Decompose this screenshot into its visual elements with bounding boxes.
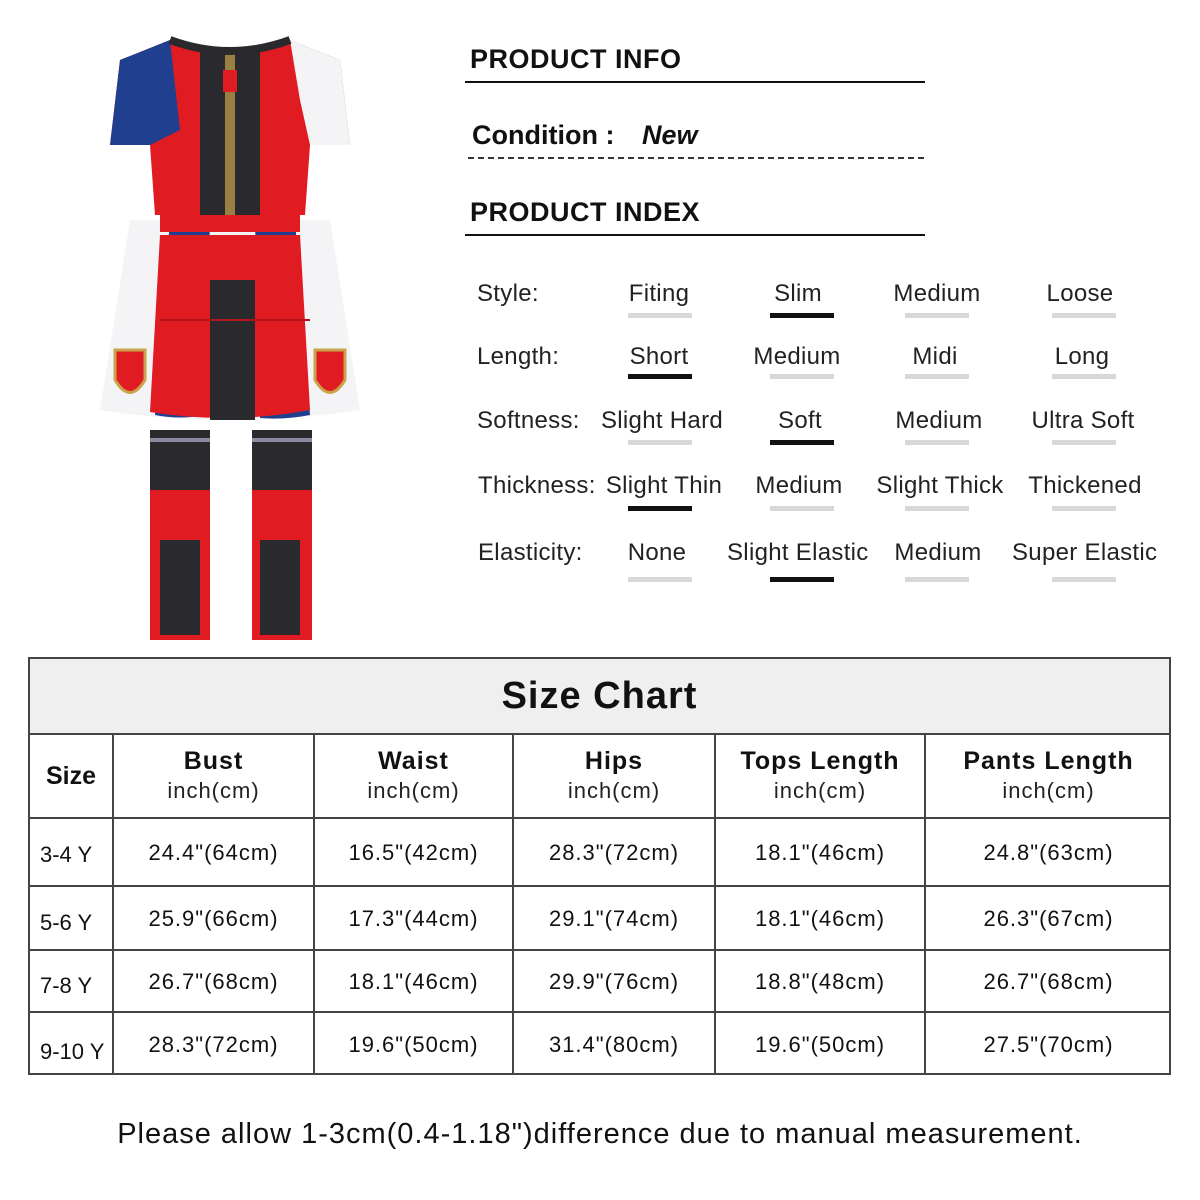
- index-marker: [1052, 313, 1116, 318]
- size-cell: 9-10 Y: [40, 1039, 105, 1064]
- column-header-name: Tops Length: [740, 747, 900, 775]
- product-image: [60, 20, 400, 660]
- table-cell: 28.3"(72cm): [148, 1032, 279, 1057]
- index-option: Soft: [778, 407, 822, 434]
- column-header-unit: inch(cm): [1002, 778, 1095, 803]
- column-header-pants-length: [926, 735, 1171, 817]
- index-marker: [770, 374, 834, 379]
- table-cell: 24.4"(64cm): [148, 840, 279, 865]
- product-index-title: PRODUCT INDEX: [470, 197, 701, 227]
- index-option: Slight Elastic: [727, 539, 869, 566]
- index-label-elasticity: Elasticity:: [478, 539, 583, 566]
- condition-label: Condition :: [472, 120, 615, 150]
- table-cell: 27.5"(70cm): [983, 1032, 1114, 1057]
- index-marker: [1052, 440, 1116, 445]
- size-chart-title: Size Chart: [30, 659, 1169, 735]
- index-option: Medium: [753, 343, 841, 370]
- column-header-name: Pants Length: [963, 747, 1134, 775]
- index-option: Slim: [774, 280, 822, 307]
- index-option: Super Elastic: [1012, 539, 1158, 566]
- table-cell: 18.1"(46cm): [754, 906, 886, 931]
- measurement-note: Please allow 1-3cm(0.4-1.18")difference due to manual measurement.: [117, 1118, 1083, 1150]
- index-option: Medium: [894, 539, 982, 566]
- index-marker: [770, 440, 834, 445]
- size-chart-table: [28, 657, 1171, 1075]
- index-label-thickness: Thickness:: [478, 472, 596, 499]
- index-marker: [1052, 577, 1116, 582]
- row-divider: [30, 1011, 1169, 1013]
- size-cell: 3-4 Y: [40, 842, 93, 867]
- leggings: [150, 430, 312, 640]
- index-marker: [905, 440, 969, 445]
- column-header-unit: inch(cm): [567, 778, 661, 803]
- index-marker: [905, 577, 969, 582]
- index-option: Slight Thick: [876, 472, 1004, 499]
- index-label-softness: Softness:: [477, 407, 580, 434]
- index-marker: [905, 313, 969, 318]
- table-cell: 24.8"(63cm): [983, 840, 1114, 865]
- index-marker: [628, 440, 692, 445]
- table-cell: 16.5"(42cm): [348, 840, 479, 865]
- index-marker: [1052, 506, 1116, 511]
- index-marker: [628, 506, 692, 511]
- table-cell: 19.6"(50cm): [754, 1032, 886, 1057]
- index-label-length: Length:: [477, 343, 560, 370]
- table-cell: 26.7"(68cm): [148, 969, 279, 994]
- index-option: Medium: [893, 280, 981, 307]
- product-info-rule: [465, 81, 925, 83]
- table-cell: 26.7"(68cm): [983, 969, 1114, 994]
- column-header-name: Bust: [183, 747, 244, 775]
- index-option: Medium: [755, 472, 843, 499]
- product-index-rule: [465, 234, 925, 236]
- condition-divider: [468, 157, 924, 159]
- table-cell: 19.6"(50cm): [348, 1032, 479, 1057]
- column-header-name: Waist: [378, 747, 449, 775]
- index-option: Slight Hard: [600, 407, 724, 434]
- size-cell: 7-8 Y: [40, 973, 93, 998]
- top: [110, 40, 350, 215]
- index-marker: [770, 577, 834, 582]
- column-header-unit: inch(cm): [367, 778, 460, 803]
- table-cell: 28.3"(72cm): [548, 840, 680, 865]
- index-marker: [770, 313, 834, 318]
- index-marker: [628, 374, 692, 379]
- table-cell: 26.3"(67cm): [983, 906, 1114, 931]
- index-marker: [1052, 374, 1116, 379]
- index-marker: [628, 577, 692, 582]
- index-marker: [905, 374, 969, 379]
- table-cell: 18.8"(48cm): [754, 969, 886, 994]
- index-option: Loose: [1046, 280, 1114, 307]
- table-cell: 17.3"(44cm): [348, 906, 479, 931]
- column-header-bust: [114, 735, 313, 817]
- row-divider: [30, 817, 1169, 819]
- column-header-unit: inch(cm): [773, 778, 867, 803]
- table-cell: 29.1"(74cm): [548, 906, 680, 931]
- index-option: Ultra Soft: [1031, 407, 1135, 434]
- index-option: Slight Thin: [605, 472, 723, 499]
- table-cell: 18.1"(46cm): [348, 969, 479, 994]
- column-header-name: Hips: [584, 747, 644, 775]
- index-option: Medium: [895, 407, 983, 434]
- table-cell: 31.4"(80cm): [548, 1032, 680, 1057]
- index-marker: [770, 506, 834, 511]
- index-option: Short: [629, 343, 689, 370]
- index-option: None: [627, 539, 687, 566]
- table-cell: 29.9"(76cm): [548, 969, 680, 994]
- column-header-waist: [315, 735, 512, 817]
- table-cell: 18.1"(46cm): [754, 840, 886, 865]
- column-header-unit: inch(cm): [167, 778, 260, 803]
- row-divider: [30, 885, 1169, 887]
- column-header-hips: [514, 735, 714, 817]
- condition-value: New: [642, 120, 698, 150]
- index-option: Fiting: [628, 280, 690, 307]
- index-option: Long: [1054, 343, 1110, 370]
- index-option: Thickened: [1028, 472, 1142, 499]
- index-marker: [628, 313, 692, 318]
- row-divider: [30, 949, 1169, 951]
- size-cell: 5-6 Y: [40, 910, 93, 935]
- table-cell: 25.9"(66cm): [148, 906, 279, 931]
- index-label-style: Style:: [477, 280, 539, 307]
- index-marker: [905, 506, 969, 511]
- product-info-title: PRODUCT INFO: [470, 44, 682, 74]
- index-option: Midi: [912, 343, 958, 370]
- size-column-header: Size: [45, 762, 97, 790]
- column-header-tops-length: [716, 735, 924, 817]
